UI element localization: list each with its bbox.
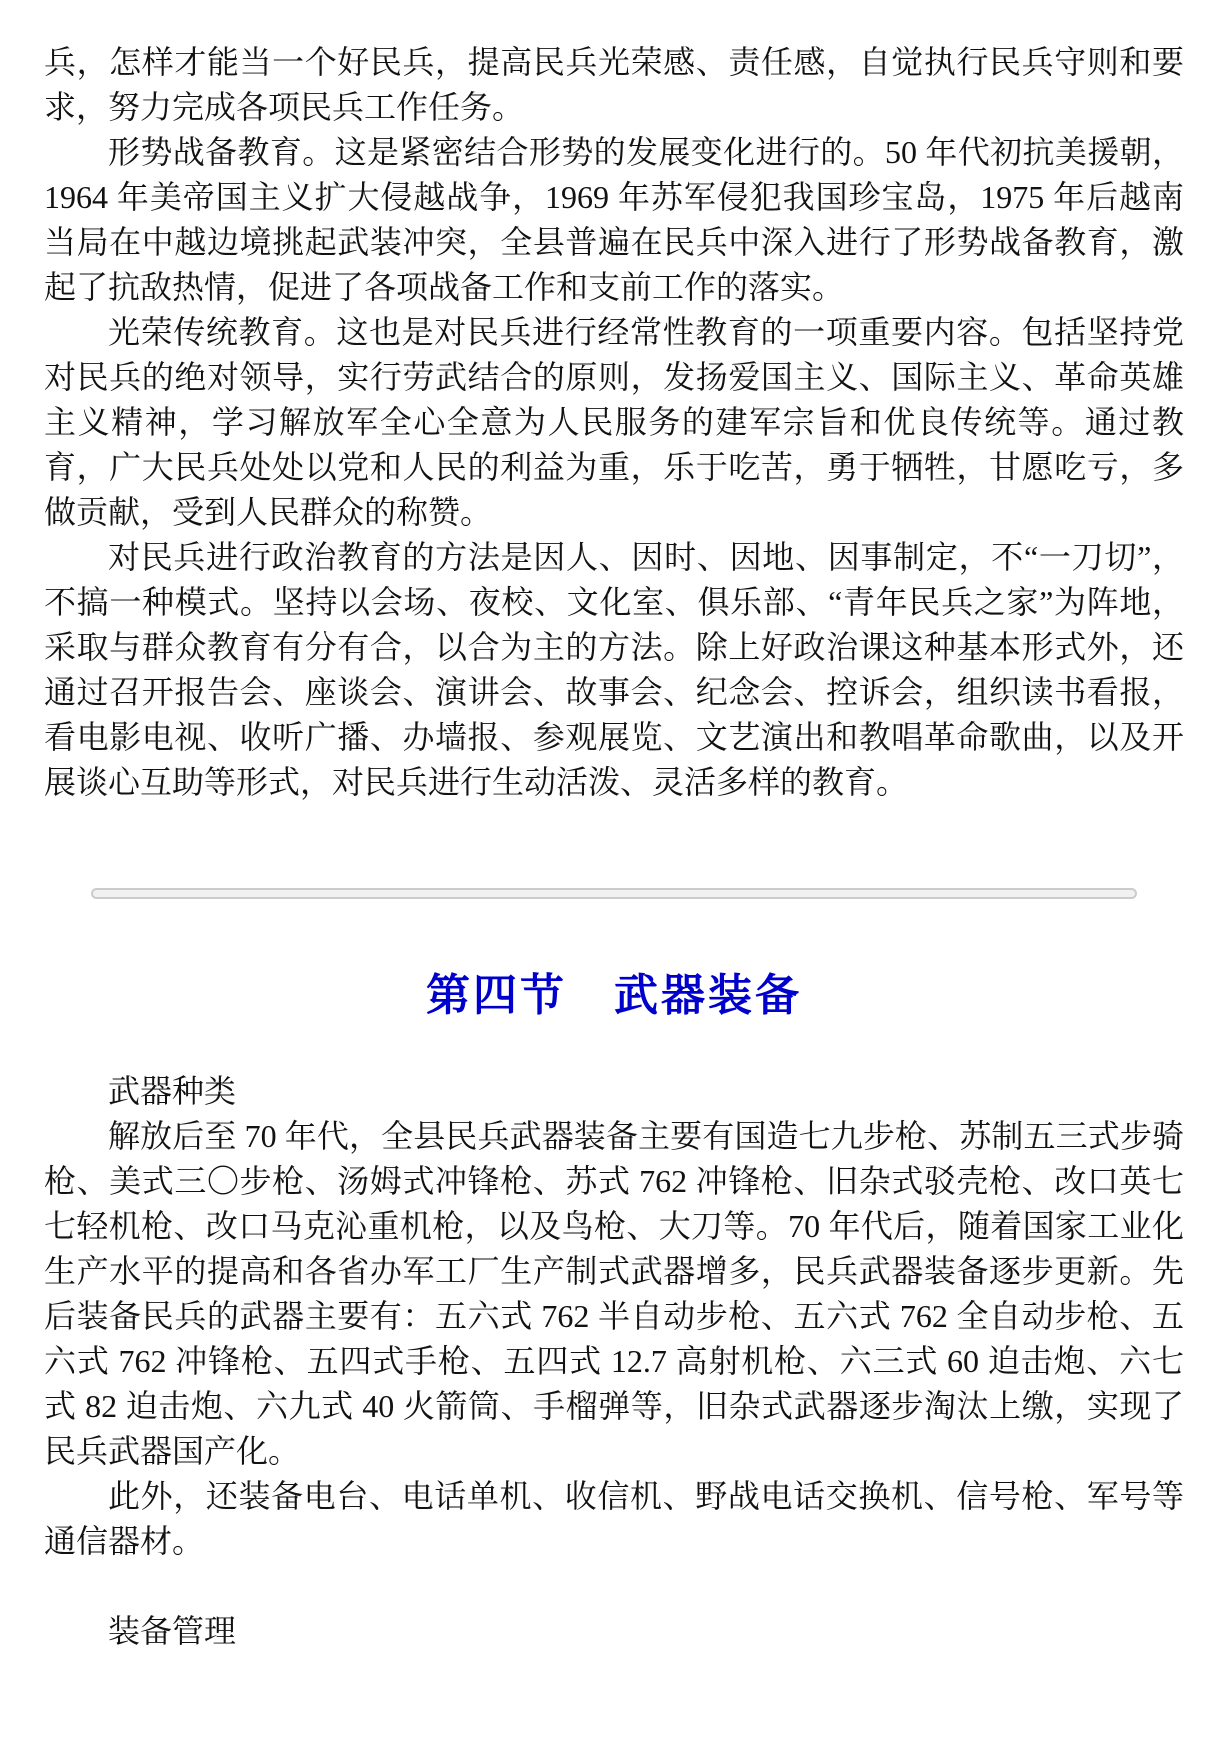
paragraph-continuation: 兵，怎样才能当一个好民兵，提高民兵光荣感、责任感，自觉执行民兵守则和要求，努力完成各项民兵工作任务。: [44, 44, 1184, 125]
section-heading: 第四节 武器装备: [426, 971, 802, 1020]
paragraph-political-education-methods: 对民兵进行政治教育的方法是因人、因时、因地、因事制定，不“一刀切”，不搞一种模式。坚持以会场、夜校、文化室、俱乐部、“青年民兵之家”为阵地，采取与群众教育有分有合，以合为主的方法。除上好政治课这种基本形式外，还通过召开报告会、座谈会、演讲会、故事会、纪念会、控诉会，组织读书看报，看电影电视、收听广播、办墙报、参观展览、文艺演出和教唱革命歌曲，以及开展谈心互助等形式，对民兵进行生动活泼、灵活多样的教育。: [44, 539, 1184, 800]
paragraph-glorious-tradition-education: 光荣传统教育。这也是对民兵进行经常性教育的一项重要内容。包括坚持党对民兵的绝对领导，实行劳武结合的原则，发扬爱国主义、国际主义、革命英雄主义精神，学习解放军全心全意为人民服务的建军宗旨和优良传统等。通过教育，广大民兵处处以党和人民的利益为重，乐于吃苦，勇于牺牲，甘愿吃亏，多做贡献，受到人民群众的称赞。: [44, 314, 1184, 530]
weapon-types-paragraph: 解放后至 70 年代，全县民兵武器装备主要有国造七九步枪、苏制五三式步骑枪、美式三〇步枪、汤姆式冲锋枪、苏式 762 冲锋枪、旧杂式驳壳枪、改口英七七轻机枪、改口马克沁重机枪，以及鸟枪、大刀等。70 年代后，随着国家工业化生产水平的提高和各省办军工厂生产制式武器增多，民兵武器装备逐步更新。先后装备民兵的武器主要有：五六式 762 半自动步枪、五六式 762 全自动步枪、五六式 762 冲锋枪、五四式手枪、五四式 12.7 高射机枪、六三式 60 迫击炮、六七式 82 迫击炮、六九式 40 火箭筒、手榴弹等，旧杂式武器逐步淘汰上缴，实现了民兵武器国产化。: [44, 1118, 1184, 1469]
paragraph-situation-readiness-education: 形势战备教育。这是紧密结合形势的发展变化进行的。50 年代初抗美援朝，1964 年美帝国主义扩大侵越战争，1969 年苏军侵犯我国珍宝岛，1975 年后越南当局在中越边境挑起武装冲突，全县普遍在民兵中深入进行了形势战备教育，激起了抗敌热情，促进了各项战备工作和支前工作的落实。: [44, 134, 1184, 305]
weapon-types-title: 武器种类: [108, 1073, 237, 1109]
section-divider: [91, 888, 1137, 899]
communication-equipment-paragraph: 此外，还装备电台、电话单机、收信机、野战电话交换机、信号枪、军号等通信器材。: [44, 1478, 1184, 1559]
equipment-management-title: 装备管理: [108, 1613, 237, 1649]
